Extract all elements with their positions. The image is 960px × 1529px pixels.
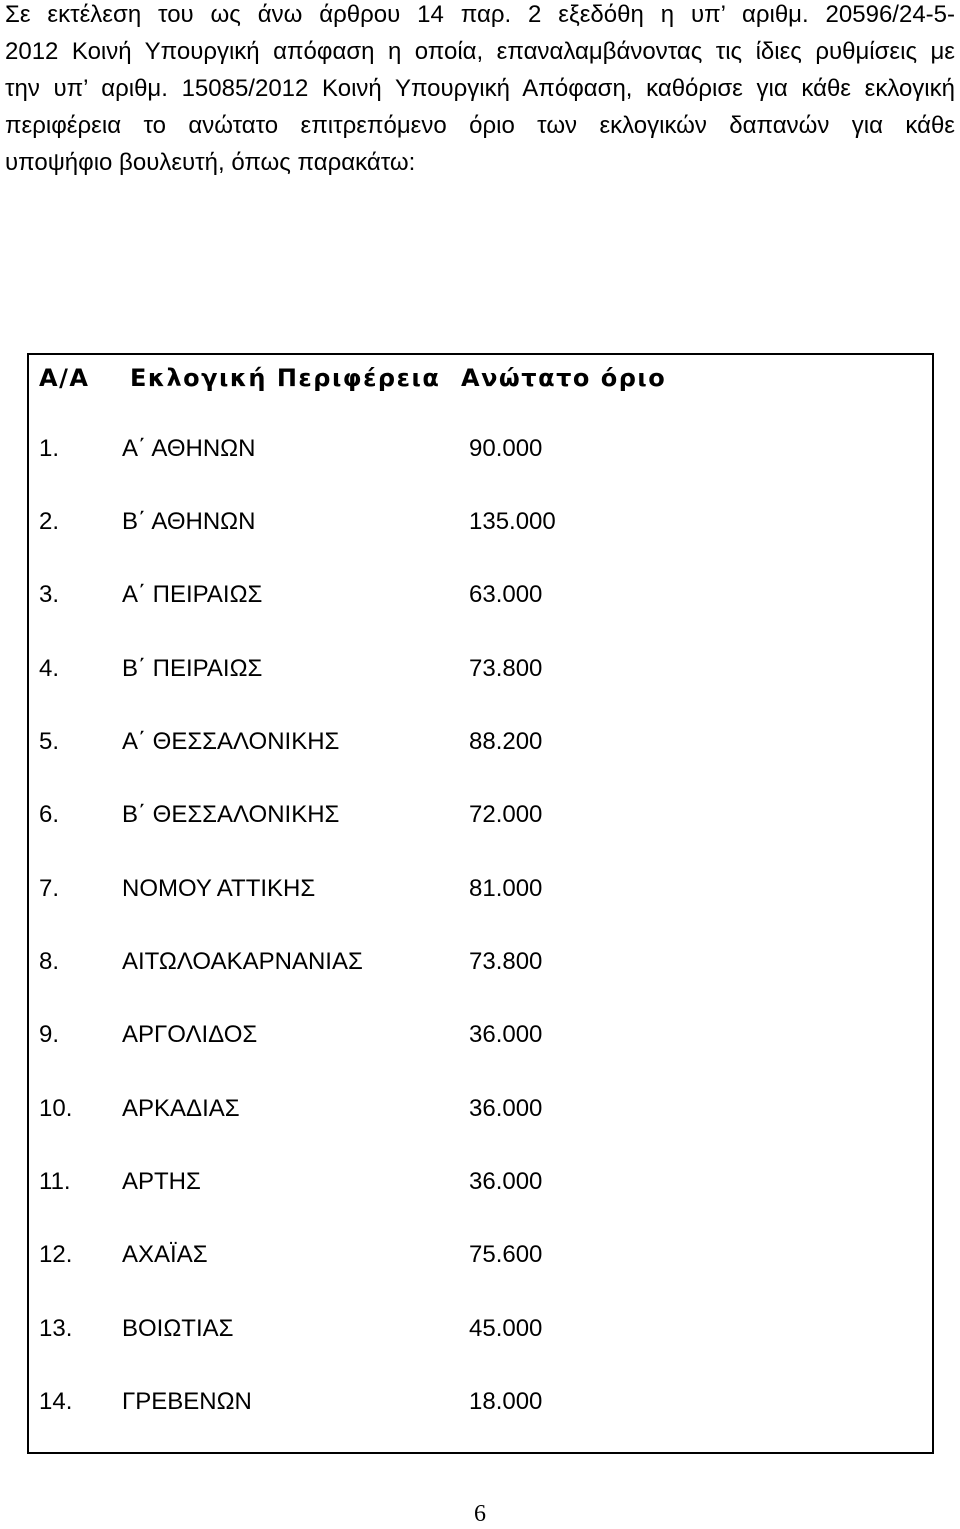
table-row: [29, 795, 932, 868]
row-region: Α΄ ΑΘΗΝΩΝ: [122, 435, 256, 462]
row-number: 11.: [39, 1168, 71, 1195]
row-number: 9.: [39, 1021, 60, 1048]
row-number: 5.: [39, 728, 60, 755]
page-number: 6: [474, 1501, 486, 1527]
election-expense-limits-table: [27, 353, 934, 1454]
row-number: 14.: [39, 1388, 73, 1415]
row-number: 6.: [39, 801, 60, 828]
row-limit: 88.200: [469, 728, 543, 755]
row-number: 4.: [39, 655, 60, 682]
row-limit: 73.800: [469, 948, 543, 975]
table-row: [29, 575, 932, 648]
row-limit: 36.000: [469, 1168, 543, 1195]
row-limit: 75.600: [469, 1241, 543, 1268]
header-region: Εκλογική Περιφέρεια: [130, 364, 441, 392]
row-number: 7.: [39, 875, 60, 902]
row-region: ΒΟΙΩΤΙΑΣ: [122, 1315, 234, 1342]
table-row: [29, 1382, 932, 1455]
row-limit: 90.000: [469, 435, 543, 462]
row-limit: 63.000: [469, 581, 543, 608]
table-row: [29, 649, 932, 722]
row-number: 2.: [39, 508, 60, 535]
table-row: [29, 429, 932, 502]
row-region: ΑΡΚΑΔΙΑΣ: [122, 1095, 240, 1122]
row-number: 8.: [39, 948, 60, 975]
table-row: [29, 1089, 932, 1162]
intro-line-4: περιφέρεια το ανώτατο επιτρεπόμενο όριο των εκλογικών δαπανών για κάθε: [5, 112, 955, 139]
row-number: 10.: [39, 1095, 73, 1122]
row-number: 12.: [39, 1241, 73, 1268]
row-limit: 36.000: [469, 1021, 543, 1048]
intro-line-5: υποψήφιο βουλευτή, όπως παρακάτω:: [5, 149, 416, 176]
row-limit: 45.000: [469, 1315, 543, 1342]
row-region: ΑΧΑΪΑΣ: [122, 1241, 208, 1268]
table-row: [29, 1235, 932, 1308]
row-limit: 81.000: [469, 875, 543, 902]
table-header-row: [29, 355, 932, 429]
intro-line-2: 2012 Κοινή Υπουργική απόφαση η οποία, επαναλαμβάνοντας τις ίδιες ρυθμίσεις με: [5, 38, 955, 65]
table-row: [29, 502, 932, 575]
row-region: Β΄ ΠΕΙΡΑΙΩΣ: [122, 655, 263, 682]
row-region: ΑΡΓΟΛΙΔΟΣ: [122, 1021, 258, 1048]
header-number: Α/Α: [39, 364, 90, 392]
row-region: ΑΡΤΗΣ: [122, 1168, 201, 1195]
row-region: Α΄ ΘΕΣΣΑΛΟΝΙΚΗΣ: [122, 728, 340, 755]
table-row: [29, 722, 932, 795]
row-limit: 135.000: [469, 508, 556, 535]
table-row: [29, 1015, 932, 1088]
row-region: ΝΟΜΟΥ ΑΤΤΙΚΗΣ: [122, 875, 316, 902]
row-limit: 36.000: [469, 1095, 543, 1122]
table-row: [29, 1309, 932, 1382]
row-limit: 18.000: [469, 1388, 543, 1415]
row-limit: 73.800: [469, 655, 543, 682]
row-number: 1.: [39, 435, 60, 462]
row-number: 13.: [39, 1315, 73, 1342]
table-row: [29, 1162, 932, 1235]
row-limit: 72.000: [469, 801, 543, 828]
row-region: Β΄ ΑΘΗΝΩΝ: [122, 508, 256, 535]
row-region: Α΄ ΠΕΙΡΑΙΩΣ: [122, 581, 263, 608]
row-region: ΓΡΕΒΕΝΩΝ: [122, 1388, 252, 1415]
table-row: [29, 869, 932, 942]
table-row: [29, 942, 932, 1015]
row-region: ΑΙΤΩΛΟΑΚΑΡΝΑΝΙΑΣ: [122, 948, 363, 975]
intro-line-1: Σε εκτέλεση του ως άνω άρθρου 14 παρ. 2 εξεδόθη η υπ’ αριθμ. 20596/24-5-: [5, 1, 955, 28]
intro-line-3: την υπ’ αριθμ. 15085/2012 Κοινή Υπουργική Απόφαση, καθόρισε για κάθε εκλογική: [5, 75, 955, 102]
header-limit: Ανώτατο όριο: [461, 364, 667, 392]
row-number: 3.: [39, 581, 60, 608]
row-region: Β΄ ΘΕΣΣΑΛΟΝΙΚΗΣ: [122, 801, 340, 828]
